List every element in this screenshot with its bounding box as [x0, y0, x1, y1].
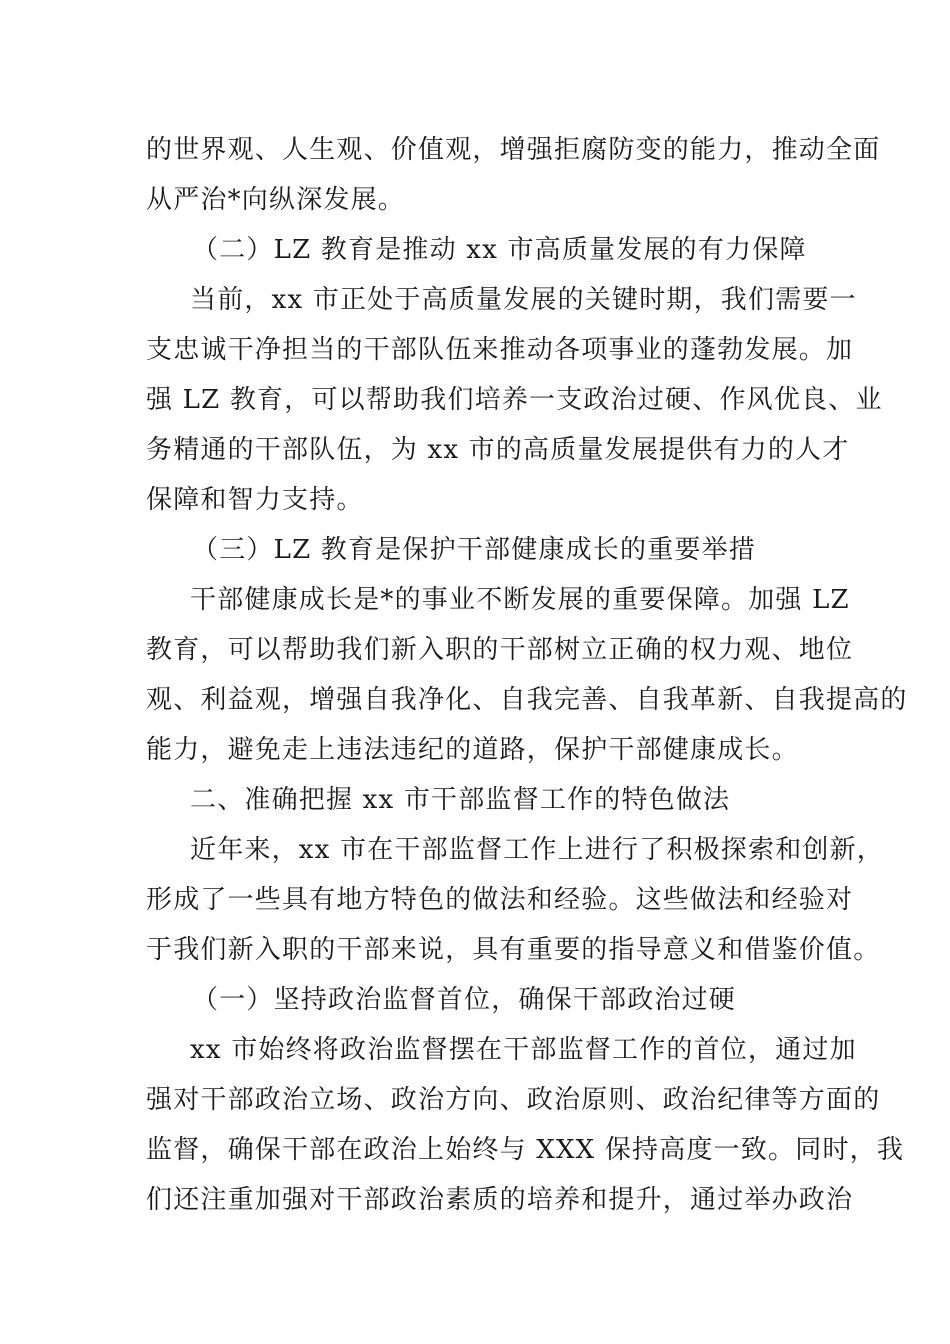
- paragraph-first-line: 当前，xx 市正处于高质量发展的关键时期，我们需要一: [190, 285, 857, 315]
- body-text-line: 强对干部政治立场、政治方向、政治原则、政治纪律等方面的: [146, 1085, 881, 1115]
- body-text-line: 教育，可以帮助我们新入职的干部树立正确的权力观、地位: [146, 635, 854, 665]
- body-text-line: 强 LZ 教育，可以帮助我们培养一支政治过硬、作风优良、业: [146, 385, 883, 415]
- body-text-line: 支忠诚干净担当的干部队伍来推动各项事业的蓬勃发展。加: [146, 335, 854, 365]
- paragraph-first-line: xx 市始终将政治监督摆在干部监督工作的首位，通过加: [190, 1035, 857, 1065]
- body-text-line: 形成了一些具有地方特色的做法和经验。这些做法和经验对: [146, 885, 854, 915]
- body-text-line: 们还注重加强对干部政治素质的培养和提升，通过举办政治: [146, 1185, 854, 1215]
- body-text-line: 于我们新入职的干部来说，具有重要的指导意义和借鉴价值。: [146, 935, 881, 965]
- paragraph-first-line: 近年来，xx 市在干部监督工作上进行了积极探索和创新，: [190, 835, 884, 865]
- section-heading: （三）LZ 教育是保护干部健康成长的重要举措: [192, 535, 756, 565]
- body-text-line: 的世界观、人生观、价值观，增强拒腐防变的能力，推动全面: [146, 135, 881, 165]
- chapter-heading: 二、准确把握 xx 市干部监督工作的特色做法: [190, 785, 731, 815]
- section-heading: （一）坚持政治监督首位，确保干部政治过硬: [192, 985, 737, 1015]
- body-text-line: 观、利益观，增强自我净化、自我完善、自我革新、自我提高的: [146, 685, 908, 715]
- section-heading: （二）LZ 教育是推动 xx 市高质量发展的有力保障: [192, 235, 807, 265]
- body-text-line: 从严治*向纵深发展。: [146, 185, 406, 215]
- body-text-line: 监督，确保干部在政治上始终与 XXX 保持高度一致。同时，我: [146, 1135, 905, 1165]
- paragraph-first-line: 干部健康成长是*的事业不断发展的重要保障。加强 LZ: [190, 585, 850, 615]
- body-text-line: 能力，避免走上违法违纪的道路，保护干部健康成长。: [146, 735, 799, 765]
- body-text-line: 务精通的干部队伍，为 xx 市的高质量发展提供有力的人才: [146, 435, 850, 465]
- body-text-line: 保障和智力支持。: [146, 485, 364, 515]
